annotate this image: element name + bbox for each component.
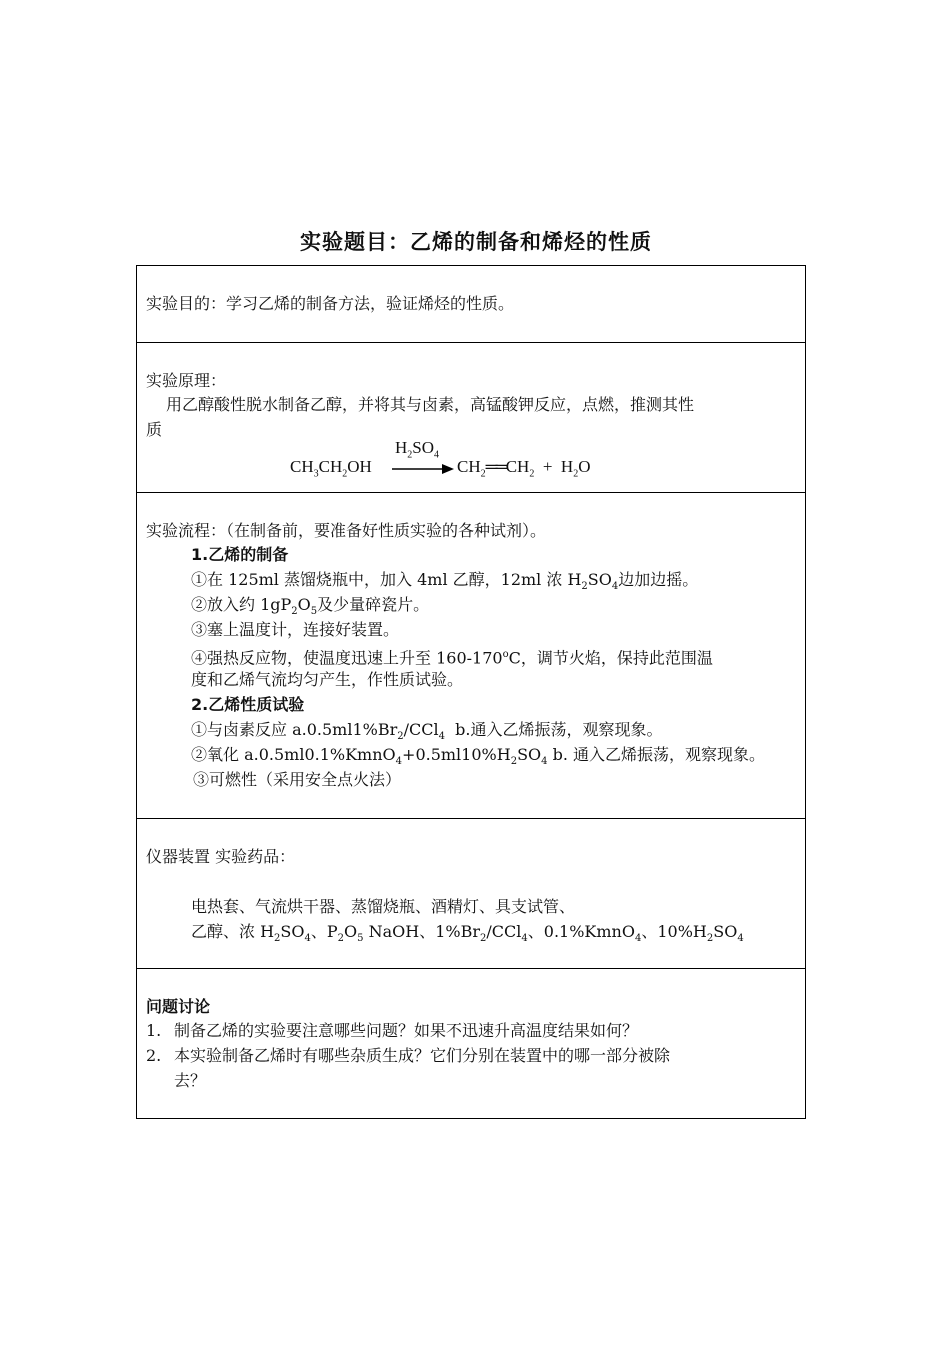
purpose-label: 实验目的： bbox=[146, 294, 227, 313]
section2-title: 2.乙烯性质试验 bbox=[191, 695, 305, 714]
purpose-text: 学习乙烯的制备方法，验证烯烃的性质。 bbox=[226, 294, 515, 313]
principle-label: 实验原理： bbox=[146, 371, 227, 390]
reaction-arrow-icon bbox=[392, 462, 456, 476]
procedure-label: 实验流程： bbox=[146, 521, 227, 540]
step-4-line1: ④强热反应物，使温度迅速上升至 160-170$^o$C，调节火焰，保持此范围温 bbox=[191, 648, 713, 668]
experiment-table bbox=[136, 265, 806, 1119]
discussion-label: 问题讨论 bbox=[146, 997, 211, 1016]
purpose-section bbox=[137, 266, 805, 342]
test-3: ③可燃性（采用安全点火法） bbox=[193, 770, 402, 789]
principle-text-line1: 用乙醇酸性脱水制备乙醇，并将其与卤素，高锰酸钾反应，点燃，推测其性 bbox=[166, 395, 695, 414]
principle-text-line2: 质 bbox=[146, 420, 163, 439]
formula-reactant: $CH_3CH_2OH$ bbox=[290, 457, 372, 480]
question-1-number: 1. bbox=[146, 1021, 162, 1040]
equipment-line1: 电热套、气流烘干器、蒸馏烧瓶、酒精灯、具支试管、 bbox=[191, 897, 576, 916]
question-2-line2: 去？ bbox=[174, 1071, 207, 1090]
question-1: 制备乙烯的实验要注意哪些问题？如果不迅速升高温度结果如何？ bbox=[174, 1021, 639, 1040]
question-2-line1: 本实验制备乙烯时有哪些杂质生成？它们分别在装置中的哪一部分被除 bbox=[174, 1046, 671, 1065]
equipment-section bbox=[137, 818, 805, 968]
step-3: ③塞上温度计，连接好装置。 bbox=[191, 620, 400, 639]
reaction-formula bbox=[137, 438, 805, 488]
section1-title: 1.乙烯的制备 bbox=[191, 545, 289, 564]
discussion-section bbox=[137, 968, 805, 1118]
equipment-label: 仪器装置 实验药品： bbox=[146, 847, 296, 866]
page-title: 实验题目：乙烯的制备和烯烃的性质 bbox=[300, 230, 652, 254]
formula-product: $CH_2══CH_2 + H_2O$ bbox=[457, 457, 591, 480]
test-1: ①与卤素反应 $a.0.5ml1\%Br_2/CCl_4$ b.通入乙烯振荡，观察现象。 bbox=[191, 720, 663, 743]
question-2-number: 2. bbox=[146, 1046, 162, 1065]
step-1: ①在 125ml 蒸馏烧瓶中，加入 4ml 乙醇，12ml 浓 $H_2SO_4$边加边摇。 bbox=[191, 570, 699, 593]
step-4-line2: 度和乙烯气流均匀产生，作性质试验。 bbox=[191, 670, 464, 689]
equipment-line2: 乙醇、浓 $H_2SO_4$、$P_2O_5$ NaOH、$1\%Br_2/CCl_4$、0.1%KmnO$_4$、$10\%H_2SO_4$ bbox=[191, 922, 744, 945]
procedure-section bbox=[137, 492, 805, 818]
formula-catalyst: $H_2SO_4$ bbox=[395, 438, 440, 461]
procedure-note: （在制备前，要准备好性质实验的各种试剂）。 bbox=[226, 521, 547, 540]
test-2: ②氧化 $a.0.5ml0.1\%KmnO_4+0.5ml10\%H_2SO_4$ b. 通入乙烯振荡，观察现象。 bbox=[191, 745, 766, 768]
step-2: ②放入约 $1gP_2O_5$及少量碎瓷片。 bbox=[191, 595, 430, 618]
principle-section bbox=[137, 342, 805, 492]
